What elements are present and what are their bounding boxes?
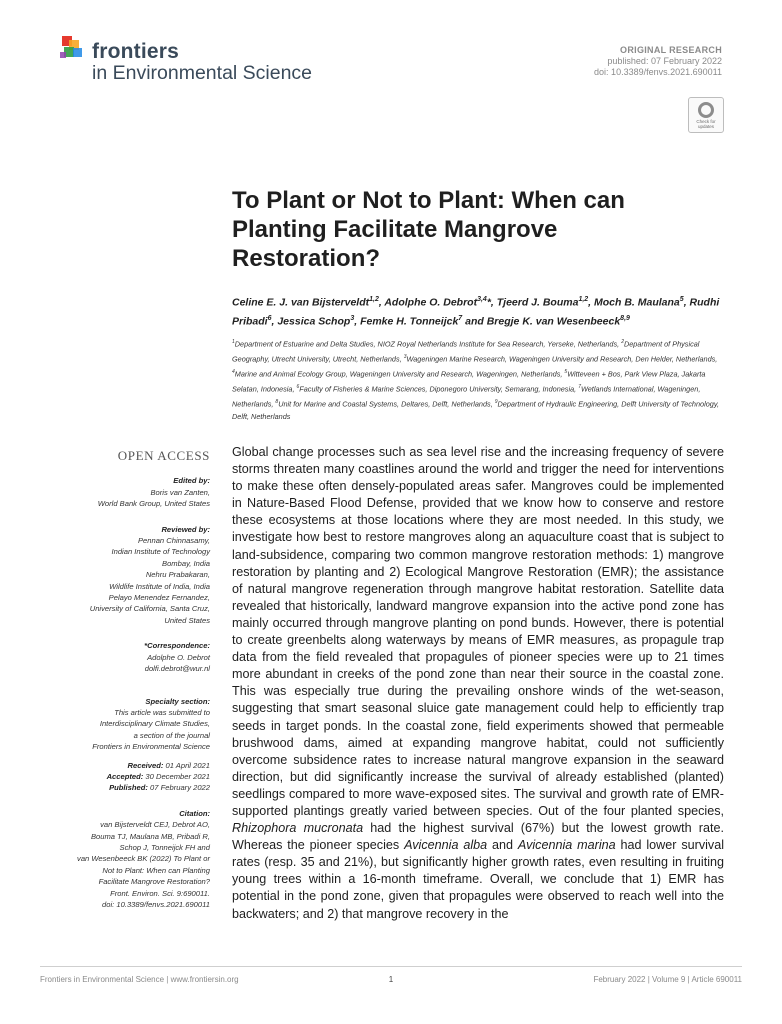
reviewer-line: University of California, Santa Cruz, <box>89 604 210 614</box>
citation-line: van Wesenbeeck BK (2022) To Plant or <box>77 854 210 864</box>
correspondence-email-link[interactable]: dolfi.debrot@wur.nl <box>144 664 210 674</box>
reviewer-line: United States <box>164 615 210 625</box>
reviewed-by-heading: Reviewed by: <box>161 524 210 534</box>
affiliation-number: 3 <box>403 354 407 361</box>
author-name[interactable]: Moch B. Maulana <box>594 296 680 309</box>
author-name[interactable]: Jessica Schop <box>277 315 351 327</box>
check-updates-label: Check for updates <box>696 119 716 129</box>
author-name[interactable]: Bregje K. van Wesenbeeck <box>486 315 621 327</box>
citation-line: Schop J, Tonneijck FH and <box>119 842 210 852</box>
author-name[interactable]: Femke H. Tonneijck <box>360 315 459 327</box>
footer-issue-info: February 2022 | Volume 9 | Article 690011 <box>593 975 742 984</box>
author-separator: , <box>354 315 361 327</box>
author-name[interactable]: Adolphe O. Debrot <box>384 296 478 309</box>
specialty-line: a section of the journal <box>133 730 210 740</box>
article-meta <box>422 45 722 77</box>
reviewer-line: Indian Institute of Technology <box>111 547 210 557</box>
article-type: ORIGINAL RESEARCH <box>620 45 722 55</box>
reviewer-line: Bombay, India <box>162 558 210 568</box>
affiliation-text: Unit for Marine and Coastal Systems, Deltares, Delft, Netherlands, <box>278 399 495 409</box>
reviewer-line[interactable]: Pennan Chinnasamy, <box>137 536 210 546</box>
journal-brand: frontiers <box>92 40 179 63</box>
correspondence-name: Adolphe O. Debrot <box>147 652 210 662</box>
citation-heading: Citation: <box>179 808 210 818</box>
author-separator: *, <box>486 296 497 309</box>
affiliation-text: Marine and Animal Ecology Group, Wageningen University and Research, Wageningen, Netherlands, <box>234 369 565 379</box>
species-name: Avicennia alba <box>404 838 488 853</box>
affiliations <box>232 336 724 424</box>
edited-by-heading: Edited by: <box>173 476 210 486</box>
species-name: Avicennia marina <box>517 838 616 853</box>
citation-line: Bouma TJ, Maulana MB, Pribadi R, <box>90 831 210 841</box>
article-info-sidebar <box>40 450 210 910</box>
open-access-label: OPEN ACCESS <box>117 448 210 463</box>
author-affiliation-marker: 8,9 <box>620 314 630 322</box>
journal-logo[interactable] <box>60 34 320 84</box>
affiliation-number: 8 <box>275 399 279 406</box>
affiliation-number: 5 <box>564 369 568 376</box>
author-name[interactable]: Celine E. J. van Bijsterveldt <box>232 296 370 309</box>
affiliation-number: 9 <box>494 399 498 406</box>
affiliation-number: 4 <box>232 369 235 376</box>
author-separator: and <box>462 315 487 327</box>
doi-link[interactable]: doi: 10.3389/fenvs.2021.690011 <box>594 67 722 77</box>
author-affiliation-marker: 6 <box>267 314 272 322</box>
received-date: Received: 01 April 2021 <box>127 760 210 770</box>
affiliation-text: Wageningen Marine Research, Wageningen University and Research, Den Helder, Netherlands, <box>406 354 718 364</box>
affiliation-number: 2 <box>621 339 624 345</box>
author-affiliation-marker: 7 <box>458 314 463 322</box>
affiliation-number: 1 <box>232 339 235 345</box>
affiliation-text: Wetlands International, Wageningen, Netherlands, <box>232 384 701 409</box>
frontiers-logo-icon <box>60 34 90 64</box>
citation-line: Not to Plant: When can Planting <box>102 865 210 875</box>
species-name: Rhizophora mucronata <box>232 821 364 836</box>
reviewer-line: Wildlife Institute of India, India <box>109 581 210 591</box>
affiliation-text: Department of Estuarine and Delta Studies, NIOZ Royal Netherlands Institute for Sea Research, Yerseke, Netherlands, <box>234 339 622 349</box>
author-name[interactable]: Rudhi Pribadi <box>232 296 720 327</box>
correspondence-heading: *Correspondence: <box>144 641 210 651</box>
published-date: published: 07 February 2022 <box>607 56 722 66</box>
footer-divider <box>40 966 742 967</box>
author-affiliation-marker: 3,4 <box>477 296 487 303</box>
abstract-body: Global change processes such as sea level rise and the increasing frequency of severe storms threaten many coastlines around the world and trigger the need for interventions to make these often densely-populated areas safer. Mangroves could be implemented in Nature-Based Flood Defense, provided that we know how to conserve and restore these ecosystems at those locations where they are most needed. In this study, we investigate how best to restore mangroves along an aquaculture coast that is subject to land-subsidence, comparing two common mangrove restoration methods: 1) mangrove restoration by planting and 2) Ecological Mangrove Restoration (EMR); the assistance of natural mangrove regeneration through mangrove habitat restoration. Satellite data revealed that historically, landward mangrove expansion into the active pond zone has mainly occurred through mangrove planting on pond bunds. However, there is potential to create greenbelts along waterways by means of EMR measures, as propagule trap data from the field revealed that propagules of pioneer species were up to 21 times more abundant in creeks of the pond zone than near their source in the coastal zone. This was especially true during the prevailing onshore winds of the wet-season, suggesting that smart seasonal sluice gate management could help to efficiently trap seeds in target ponds. In the coastal zone, field experiments showed that permeable brushwood dams, aimed at expanding mangrove habitat, could not sufficiently overcome subsidence rates to increase natural mangrove expansion in the seaward direction, but did significantly increase the survival of already established (planted) seedlings compared to more wave-exposed sites. The survival and growth rate of EMR-supported plantings greatly varied between species. Out of the four planted species, Rhizophora mucronata had the highest survival (67%) but the lowest growth rate. Whereas the pioneer species Avicennia alba and Avicennia marina had lower survival rates (resp. 35 and 21%), but significantly higher growth rates, even resulting in fruiting young trees within a 16-month timeframe. Overall, we conclude that 1) EMR has potential in the pond zone, given that propagules were observed to reach well into the backwaters; and 2) that mangrove recovery in the <box>232 445 725 921</box>
author-separator: , <box>588 296 595 309</box>
editor-line[interactable]: Boris van Zanten, <box>150 487 210 497</box>
specialty-line: Frontiers in Environmental Science <box>92 742 210 752</box>
author-name[interactable]: Tjeerd J. Bouma <box>496 296 579 309</box>
specialty-line: Interdisciplinary Climate Studies, <box>99 719 210 729</box>
journal-name: in Environmental Science <box>92 62 313 84</box>
author-affiliation-marker: 1,2 <box>369 296 379 303</box>
update-badge-icon <box>698 102 714 118</box>
affiliation-number: 6 <box>296 384 300 391</box>
footer-journal-link[interactable]: Frontiers in Environmental Science | www.frontiersin.org <box>40 975 239 984</box>
author-separator: , <box>271 315 278 327</box>
check-for-updates-button[interactable] <box>688 97 724 133</box>
accepted-date: Accepted: 30 December 2021 <box>106 771 210 781</box>
published-date-sidebar: Published: 07 February 2022 <box>109 783 210 793</box>
citation-line: Front. Environ. Sci. 9:690011. <box>110 888 210 898</box>
citation-line: Facilitate Mangrove Restoration? <box>98 877 210 887</box>
author-affiliation-marker: 3 <box>350 314 355 322</box>
reviewer-line[interactable]: Nehru Prabakaran, <box>145 570 210 580</box>
author-separator: , <box>378 296 385 309</box>
author-affiliation-marker: 1,2 <box>578 296 589 303</box>
page-number: 1 <box>388 975 394 984</box>
article-title: To Plant or Not to Plant: When can Planting Facilitate Mangrove Restoration? <box>232 187 625 272</box>
citation-doi-link[interactable]: doi: 10.3389/fenvs.2021.690011 <box>102 900 210 909</box>
specialty-heading: Specialty section: <box>145 696 210 706</box>
affiliation-text: Department of Physical Geography, Utrecht University, Utrecht, Netherlands, <box>232 339 700 364</box>
citation-line: van Bijsterveldt CEJ, Debrot AO, <box>100 820 210 830</box>
specialty-line: This article was submitted to <box>114 707 210 717</box>
author-affiliation-marker: 5 <box>679 296 684 303</box>
reviewer-line[interactable]: Pelayo Menendez Fernandez, <box>108 593 210 603</box>
affiliation-text: Faculty of Fisheries & Marine Sciences, Diponegoro University, Semarang, Indonesia, <box>299 384 579 394</box>
affiliation-text: Department of Hydraulic Engineering, Delft University of Technology, Delft, Netherlands <box>232 399 719 422</box>
author-list <box>232 292 724 329</box>
affiliation-number: 7 <box>578 384 581 391</box>
editor-affiliation: World Bank Group, United States <box>97 499 210 509</box>
author-separator: , <box>683 296 690 309</box>
affiliation-text: Witteveen + Bos, Park View Plaza, Jakarta Selatan, Indonesia, <box>232 369 706 394</box>
